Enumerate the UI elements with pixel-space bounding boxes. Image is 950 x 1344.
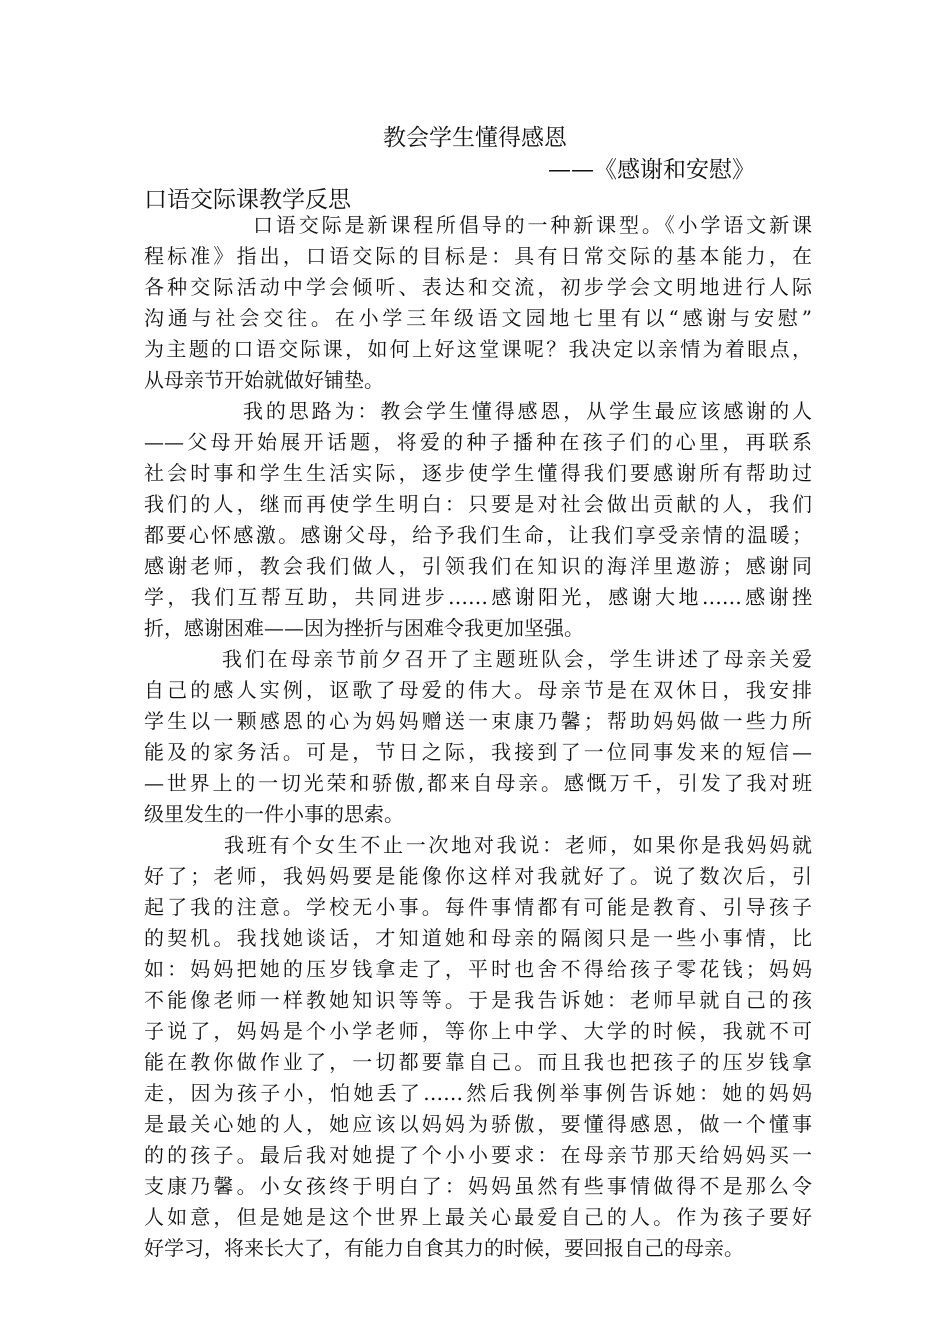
paragraph-line: 折，感谢困难——因为挫折与困难令我更加坚强。 (144, 616, 584, 640)
paragraph-line: 自己的感人实例，讴歌了母爱的伟大。母亲节是在双休日，我安排 (144, 678, 812, 702)
paragraph-line: 我们的人，继而再使学生明白：只要是对社会做出贡献的人，我们 (144, 492, 812, 516)
paragraph-line: 不能像老师一样教她知识等等。于是我告诉她：老师早就自己的孩 (144, 988, 812, 1012)
paragraph-line: 从母亲节开始就做好铺垫。 (144, 368, 384, 392)
paragraph-line: 好了；老师，我妈妈要是能像你这样对我就好了。说了数次后，引 (144, 864, 812, 888)
paragraph-3 (144, 644, 812, 830)
paragraph-2 (144, 396, 812, 644)
paragraph-line: 各种交际活动中学会倾听、表达和交流，初步学会文明地进行人际 (144, 275, 812, 299)
paragraph-line: 能及的家务活。可是，节日之际，我接到了一位同事发来的短信— (144, 740, 812, 764)
paragraph-line: 级里发生的一件小事的思索。 (144, 802, 404, 826)
paragraph-4 (144, 830, 812, 1264)
paragraph-line: 起了我的注意。学校无小事。每件事情都有可能是教育、引导孩子 (144, 895, 812, 919)
paragraph-line: 我们在母亲节前夕召开了主题班队会，学生讲述了母亲关爱 (222, 647, 812, 671)
paragraph-line: 社会时事和学生生活实际，逐步使学生懂得我们要感谢所有帮助过 (144, 461, 812, 485)
paragraph-line: 感谢老师，教会我们做人，引领我们在知识的海洋里遨游；感谢同 (144, 554, 812, 578)
paragraph-line: 的的孩子。最后我对她提了个小小要求：在母亲节那天给妈妈买一 (144, 1143, 812, 1167)
paragraph-line: 我班有个女生不止一次地对我说：老师，如果你是我妈妈就 (224, 833, 812, 857)
document-title: 教会学生懂得感恩 (383, 125, 567, 151)
paragraph-line: 都要心怀感激。感谢父母，给予我们生命，让我们享受亲情的温暖； (144, 523, 812, 547)
paragraph-line: —世界上的一切光荣和骄傲,都来自母亲。感慨万千，引发了我对班 (144, 771, 812, 795)
paragraph-line: 我的思路为：教会学生懂得感恩，从学生最应该感谢的人 (243, 399, 812, 423)
document-subtitle: ——《感谢和安慰》 (548, 157, 755, 183)
paragraph-line: 口语交际是新课程所倡导的一种新课型。《小学语文新课 (253, 213, 812, 237)
paragraph-line: 子说了，妈妈是个小学老师，等你上中学、大学的时候，我就不可 (144, 1019, 812, 1043)
paragraph-line: 能在教你做作业了，一切都要靠自己。而且我也把孩子的压岁钱拿 (144, 1050, 812, 1074)
paragraph-line: 学，我们互帮互助，共同进步……感谢阳光，感谢大地……感谢挫 (144, 585, 812, 609)
paragraph-1 (144, 210, 812, 396)
paragraph-line: 好学习，将来长大了，有能力自食其力的时候，要回报自己的母亲。 (144, 1236, 744, 1260)
paragraph-line: 的契机。我找她谈话，才知道她和母亲的隔阂只是一些小事情，比 (144, 926, 812, 950)
paragraph-line: ——父母开始展开话题，将爱的种子播种在孩子们的心里，再联系 (144, 430, 812, 454)
paragraph-line: 学生以一颗感恩的心为妈妈赠送一束康乃馨；帮助妈妈做一些力所 (144, 709, 812, 733)
section-heading: 口语交际课教学反思 (144, 187, 351, 213)
paragraph-line: 支康乃馨。小女孩终于明白了：妈妈虽然有些事情做得不是那么令 (144, 1174, 812, 1198)
paragraph-line: 如：妈妈把她的压岁钱拿走了，平时也舍不得给孩子零花钱；妈妈 (144, 957, 812, 981)
body-text (144, 210, 812, 1264)
paragraph-line: 是最关心她的人，她应该以妈妈为骄傲，要懂得感恩，做一个懂事 (144, 1112, 812, 1136)
paragraph-line: 程标准》指出，口语交际的目标是：具有日常交际的基本能力，在 (144, 244, 812, 268)
paragraph-line: 为主题的口语交际课，如何上好这堂课呢？我决定以亲情为着眼点， (144, 337, 812, 361)
paragraph-line: 走，因为孩子小，怕她丢了……然后我例举事例告诉她：她的妈妈 (144, 1081, 812, 1105)
paragraph-line: 人如意，但是她是这个世界上最关心最爱自己的人。作为孩子要好 (144, 1205, 812, 1229)
paragraph-line: 沟通与社会交往。在小学三年级语文园地七里有以“感谢与安慰” (144, 306, 812, 330)
